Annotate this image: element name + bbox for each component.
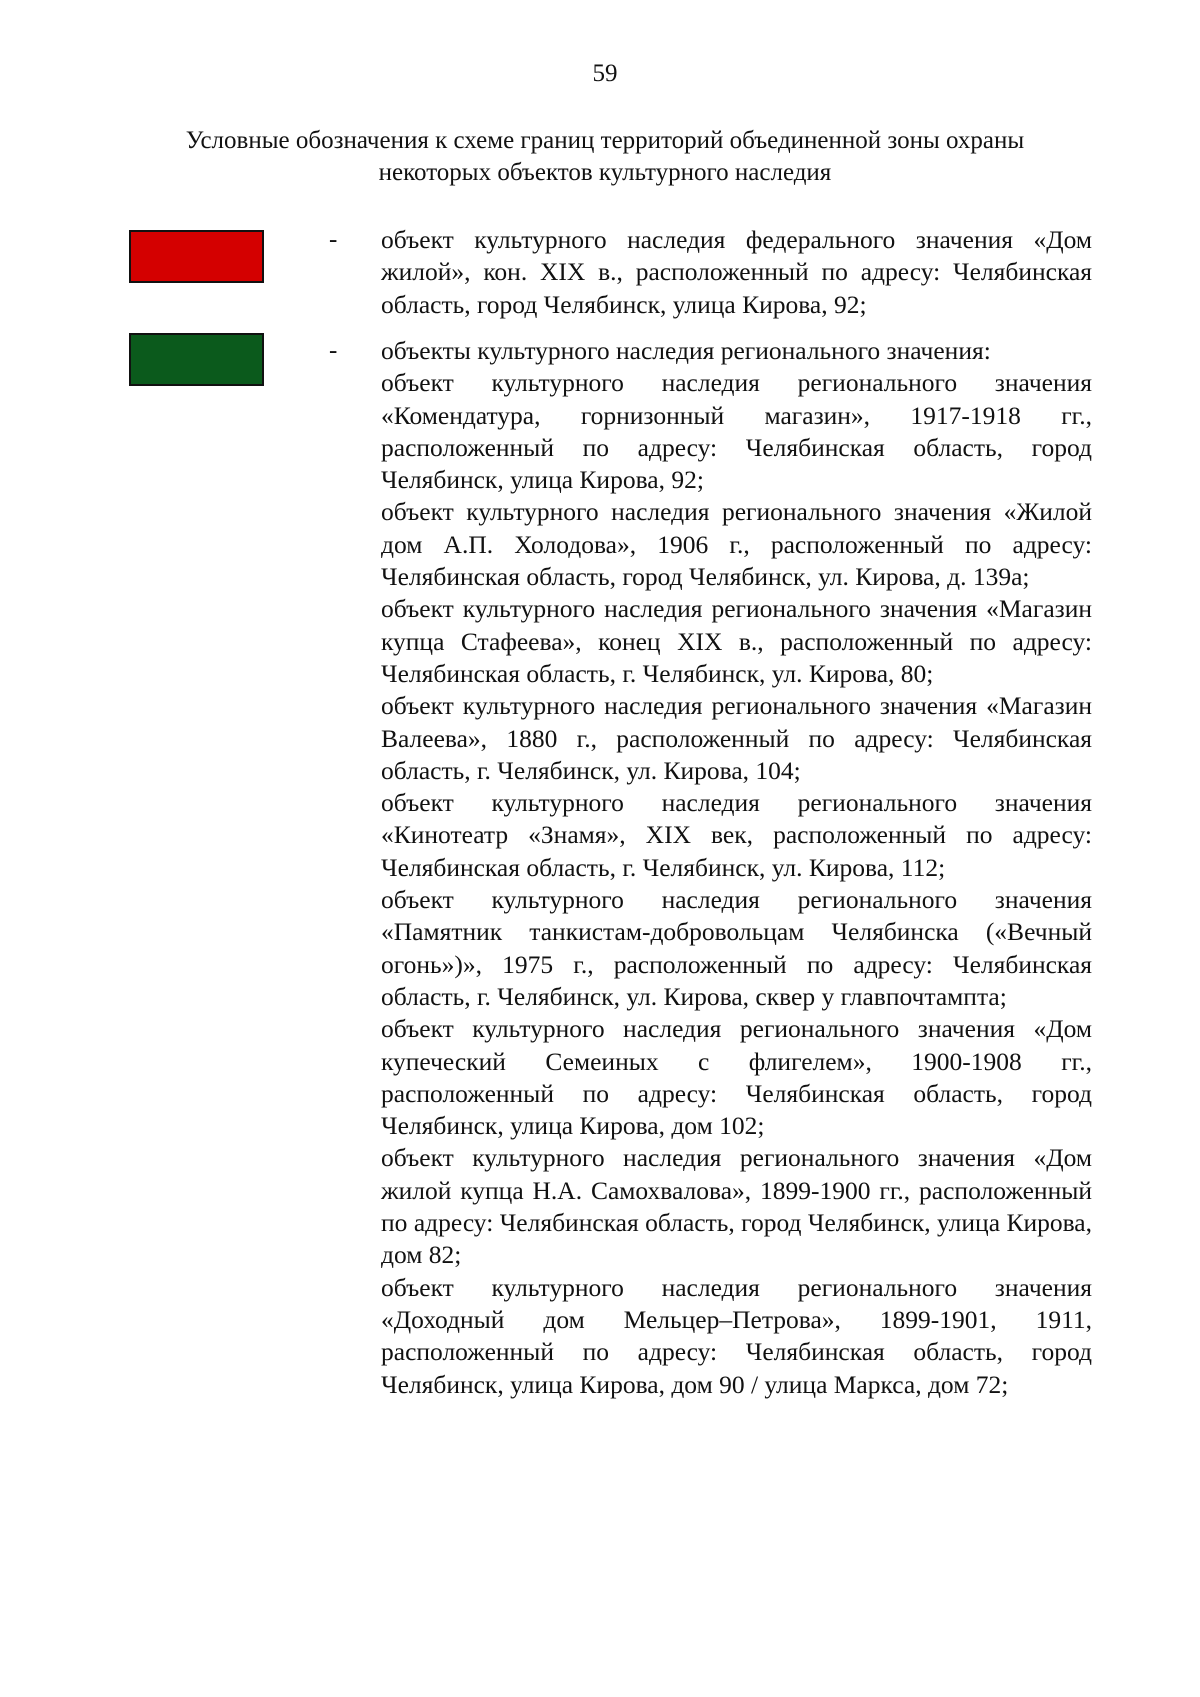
red-legend-swatch <box>129 230 264 283</box>
legend-regional-text <box>381 335 1092 1401</box>
regional-object-item: объект культурного наследия регионального значения «Магазин Валеева», 1880 г., расположенный по адресу: Челябинская область, г. Челябинск, ул. Кирова, 104; <box>381 691 1092 785</box>
legend-regional-heading: объекты культурного наследия регионального значения: <box>381 336 991 365</box>
regional-object-item: объект культурного наследия регионального значения «Доходный дом Мельцер–Петрова», 1899-1901, 1911, расположенный по адресу: Челябинская область, город Челябинск, улица Кирова, дом 90 / улица Маркса, дом 72; <box>381 1272 1092 1399</box>
regional-object-item: объект культурного наследия регионального значения «Жилой дом А.П. Холодова», 1906 г., расположенный по адресу: Челябинская область, город Челябинск, ул. Кирова, д. 139а; <box>381 497 1092 592</box>
document-title <box>100 125 1110 189</box>
title-line-1: Условные обозначения к схеме границ территорий объединенной зоны охраны <box>185 127 1025 154</box>
regional-object-item: объект культурного наследия регионального значения «Дом жилой купца Н.А. Самохвалова», 1899-1900 гг., расположенный по адресу: Челябинская область, город Челябинск, улица Кирова, дом 82; <box>381 1143 1092 1270</box>
legend-dash: - <box>329 226 338 253</box>
regional-object-item: объект культурного наследия регионального значения «Магазин купца Стафеева», конец XIX в., расположенный по адресу: Челябинская область, г. Челябинск, ул. Кирова, 80; <box>381 594 1092 688</box>
regional-object-item: объект культурного наследия регионального значения «Кинотеатр «Знамя», XIX век, расположенный по адресу: Челябинская область, г. Челябинск, ул. Кирова, 112; <box>381 788 1092 882</box>
legend-federal-paragraph: объект культурного наследия федерального значения «Дом жилой», кон. XIX в., расположенный по адресу: Челябинская область, город Челябинск, улица Кирова, 92; <box>381 225 1092 319</box>
regional-object-item: объект культурного наследия регионального значения «Комендатура, горнизонный магазин», 1917-1918 гг., расположенный по адресу: Челябинская область, город Челябинск, улица Кирова, 92; <box>381 368 1092 495</box>
regional-object-item: объект культурного наследия регионального значения «Дом купеческий Семеиных с флигелем», 1900-1908 гг., расположенный по адресу: Челябинская область, город Челябинск, улица Кирова, дом 102; <box>381 1014 1092 1141</box>
regional-object-item: объект культурного наследия регионального значения «Памятник танкистам-добровольцам Челябинска («Вечный огонь»)», 1975 г., расположенный по адресу: Челябинская область, г. Челябинск, ул. Кирова, сквер у главпочтампта; <box>381 885 1092 1011</box>
page-number: 59 <box>592 60 618 87</box>
legend-federal-text <box>381 224 1092 321</box>
green-legend-swatch <box>129 333 264 386</box>
title-line-2: некоторых объектов культурного наследия <box>378 159 832 186</box>
legend-dash: - <box>329 337 338 364</box>
